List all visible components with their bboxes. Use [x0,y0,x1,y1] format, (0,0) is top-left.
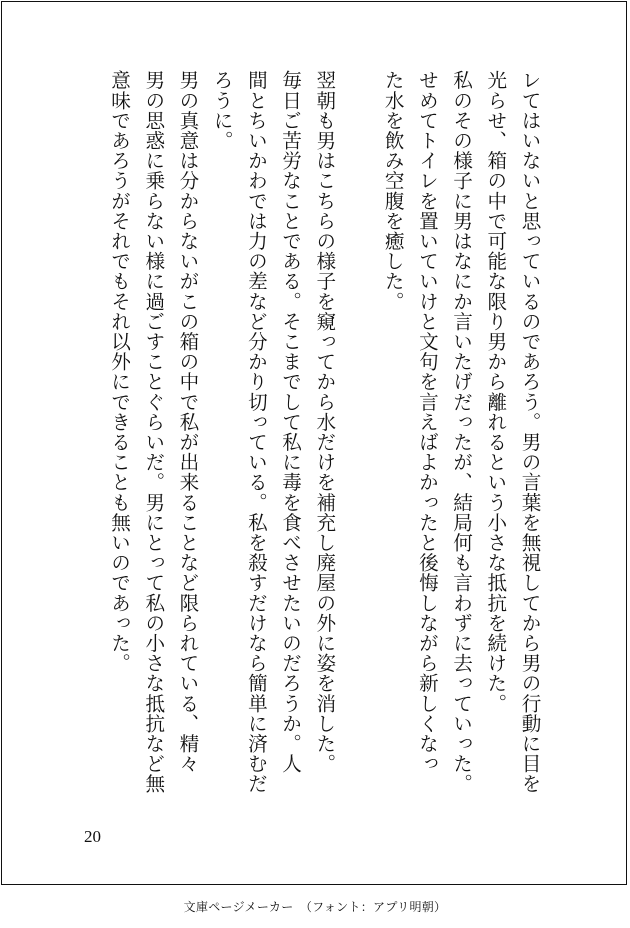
text-line: レてはいないと思っているのであろう。男の言葉を無視してから男の行動に目を [518,70,541,794]
text-line: 間とちいかわでは力の差など分かり切っている。私を殺すだけなら簡単に済むだ [244,70,268,794]
text-line: 男の思惑に乗らない様に過ごすことぐらいだ。男にとって私の小さな抵抗など無 [141,70,165,794]
text-line: ろうに。 [210,70,234,151]
page-number: 20 [84,827,101,846]
text-line: た水を飲み空腹を癒した。 [381,70,405,312]
text-line: 私のその様子に男はなにか言いたげだったが、結局何も言わずに去っていった。 [449,70,473,794]
text-line: 意味であろうがそれでもそれ以外にできることも無いのであった。 [107,70,131,673]
paragraph-break [341,70,375,790]
text-line: 毎日ご苦労なことである。そこまでして私に毒を食べさせたいのだろうか。人 [278,70,302,774]
page-frame [1,1,627,885]
text-line: せめてトイレを置いていけと文句を言えばよかったと後悔しながら新しくなっ [415,70,439,774]
text-line: 光らせ、箱の中で可能な限り男から離れるという小さな抵抗を続けた。 [483,70,507,714]
text-line: 翌朝も男はこちらの様子を窺ってから水だけを補充し廃屋の外に姿を消した。 [312,70,336,774]
vertical-text-body [101,70,546,794]
text-line: 男の真意は分からないがこの箱の中で私が出来ることなど限られている、精々 [175,70,199,774]
footer-caption: 文庫ページメーカー （フォント：アプリ明朝） [183,900,447,914]
